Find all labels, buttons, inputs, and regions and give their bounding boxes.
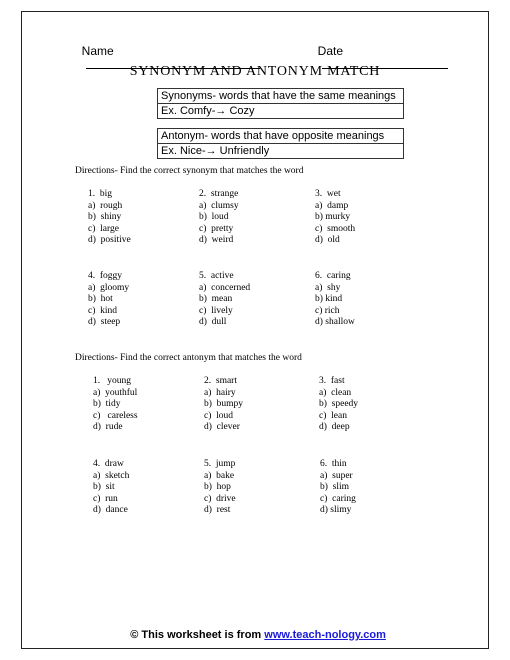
synonym-q5-block — [199, 271, 250, 329]
synonym-q6-block — [315, 271, 355, 329]
option-c[interactable]: c) careless — [93, 410, 138, 421]
antonym-q5-block — [204, 459, 236, 517]
option-d[interactable]: d) positive — [88, 235, 131, 246]
option-b[interactable]: b) bumpy — [204, 399, 244, 410]
antonym-definition-box — [157, 128, 404, 159]
antonym-q3-block — [319, 376, 358, 434]
option-a[interactable]: a) bake — [204, 470, 235, 481]
synonym-q4-block — [88, 271, 129, 329]
antonym-q1-block — [93, 376, 138, 434]
option-d[interactable]: d) deep — [319, 422, 350, 433]
question-word: 5. active — [199, 271, 234, 281]
option-a[interactable]: a) youthful — [93, 387, 138, 398]
option-b[interactable]: b) kind — [315, 294, 343, 305]
option-a[interactable]: a) sketch — [93, 470, 130, 481]
option-d[interactable]: d) rest — [204, 505, 231, 516]
option-d[interactable]: d) clever — [204, 422, 240, 433]
option-d[interactable]: d) shallow — [315, 317, 355, 328]
option-b[interactable]: b) shiny — [88, 212, 122, 223]
synonym-directions: Directions- Find the correct synonym that matches the word — [75, 166, 304, 176]
question-word: 2. strange — [199, 189, 239, 199]
question-word: 1. big — [88, 189, 113, 199]
question-word: 4. draw — [93, 459, 124, 469]
footer-prefix: © This worksheet is from — [130, 629, 265, 641]
option-a[interactable]: a) clean — [319, 387, 352, 398]
footer-link[interactable]: www.teach-nology.com — [264, 629, 386, 641]
option-a[interactable]: a) clumsy — [199, 200, 239, 211]
antonym-directions: Directions- Find the correct antonym that matches the word — [75, 353, 302, 363]
option-b[interactable]: b) hop — [204, 482, 231, 493]
synonym-q2-block — [199, 189, 239, 247]
antonym-q6-block — [320, 459, 356, 517]
option-c[interactable]: c) lively — [199, 305, 233, 316]
option-c[interactable]: c) smooth — [315, 223, 356, 234]
option-a[interactable]: a) rough — [88, 200, 123, 211]
option-d[interactable]: d) weird — [199, 235, 234, 246]
option-d[interactable]: d) steep — [88, 317, 121, 328]
antonym-q4-block — [93, 459, 129, 517]
option-a[interactable]: a) concerned — [199, 282, 251, 293]
option-b[interactable]: b) mean — [199, 294, 233, 305]
question-word: 6. thin — [320, 459, 347, 469]
option-c[interactable]: c) large — [88, 223, 119, 234]
synonym-q3-block — [315, 189, 355, 247]
option-b[interactable]: b) tidy — [93, 399, 121, 410]
antonym-definition: Antonym- words that have opposite meanings — [158, 129, 403, 144]
option-d[interactable]: d) dance — [93, 505, 128, 516]
option-c[interactable]: c) caring — [320, 493, 356, 504]
question-word: 4. foggy — [88, 271, 123, 281]
option-c[interactable]: c) lean — [319, 410, 347, 421]
antonym-q2-block — [204, 376, 243, 434]
option-c[interactable]: c) kind — [88, 305, 118, 316]
option-c[interactable]: c) run — [93, 493, 118, 504]
option-d[interactable]: d) dull — [199, 317, 227, 328]
option-a[interactable]: a) damp — [315, 200, 349, 211]
option-b[interactable]: b) sit — [93, 482, 115, 493]
question-word: 3. wet — [315, 189, 341, 199]
option-c[interactable]: c) drive — [204, 493, 236, 504]
option-b[interactable]: b) murky — [315, 212, 351, 223]
option-c[interactable]: c) pretty — [199, 223, 234, 234]
option-b[interactable]: b) speedy — [319, 399, 359, 410]
synonym-example: Ex. Comfy-→ Cozy — [161, 105, 255, 117]
antonym-example: Ex. Nice-→ Unfriendly — [161, 145, 270, 157]
option-a[interactable]: a) shy — [315, 282, 341, 293]
option-d[interactable]: d) rude — [93, 422, 123, 433]
synonym-definition: Synonyms- words that have the same meanings — [158, 89, 403, 104]
question-word: 6. caring — [315, 271, 351, 281]
footer-credit — [0, 617, 510, 641]
option-b[interactable]: b) slim — [320, 482, 350, 493]
option-a[interactable]: a) gloomy — [88, 282, 130, 293]
option-b[interactable]: b) loud — [199, 212, 229, 223]
synonym-definition-box — [157, 88, 404, 119]
option-a[interactable]: a) super — [320, 470, 353, 481]
option-c[interactable]: c) loud — [204, 410, 234, 421]
date-label: Date — [317, 44, 344, 58]
question-word: 1. young — [93, 376, 131, 386]
question-word: 3. fast — [319, 376, 345, 386]
option-a[interactable]: a) hairy — [204, 387, 236, 398]
question-word: 2. smart — [204, 376, 237, 386]
option-d[interactable]: d) slimy — [320, 505, 352, 516]
option-c[interactable]: c) rich — [315, 305, 340, 316]
synonym-q1-block — [88, 189, 131, 247]
page-title: SYNONYM AND ANTONYM MATCH — [129, 64, 381, 79]
option-b[interactable]: b) hot — [88, 294, 113, 305]
question-word: 5. jump — [204, 459, 236, 469]
name-label: Name — [81, 44, 114, 58]
option-d[interactable]: d) old — [315, 235, 340, 246]
